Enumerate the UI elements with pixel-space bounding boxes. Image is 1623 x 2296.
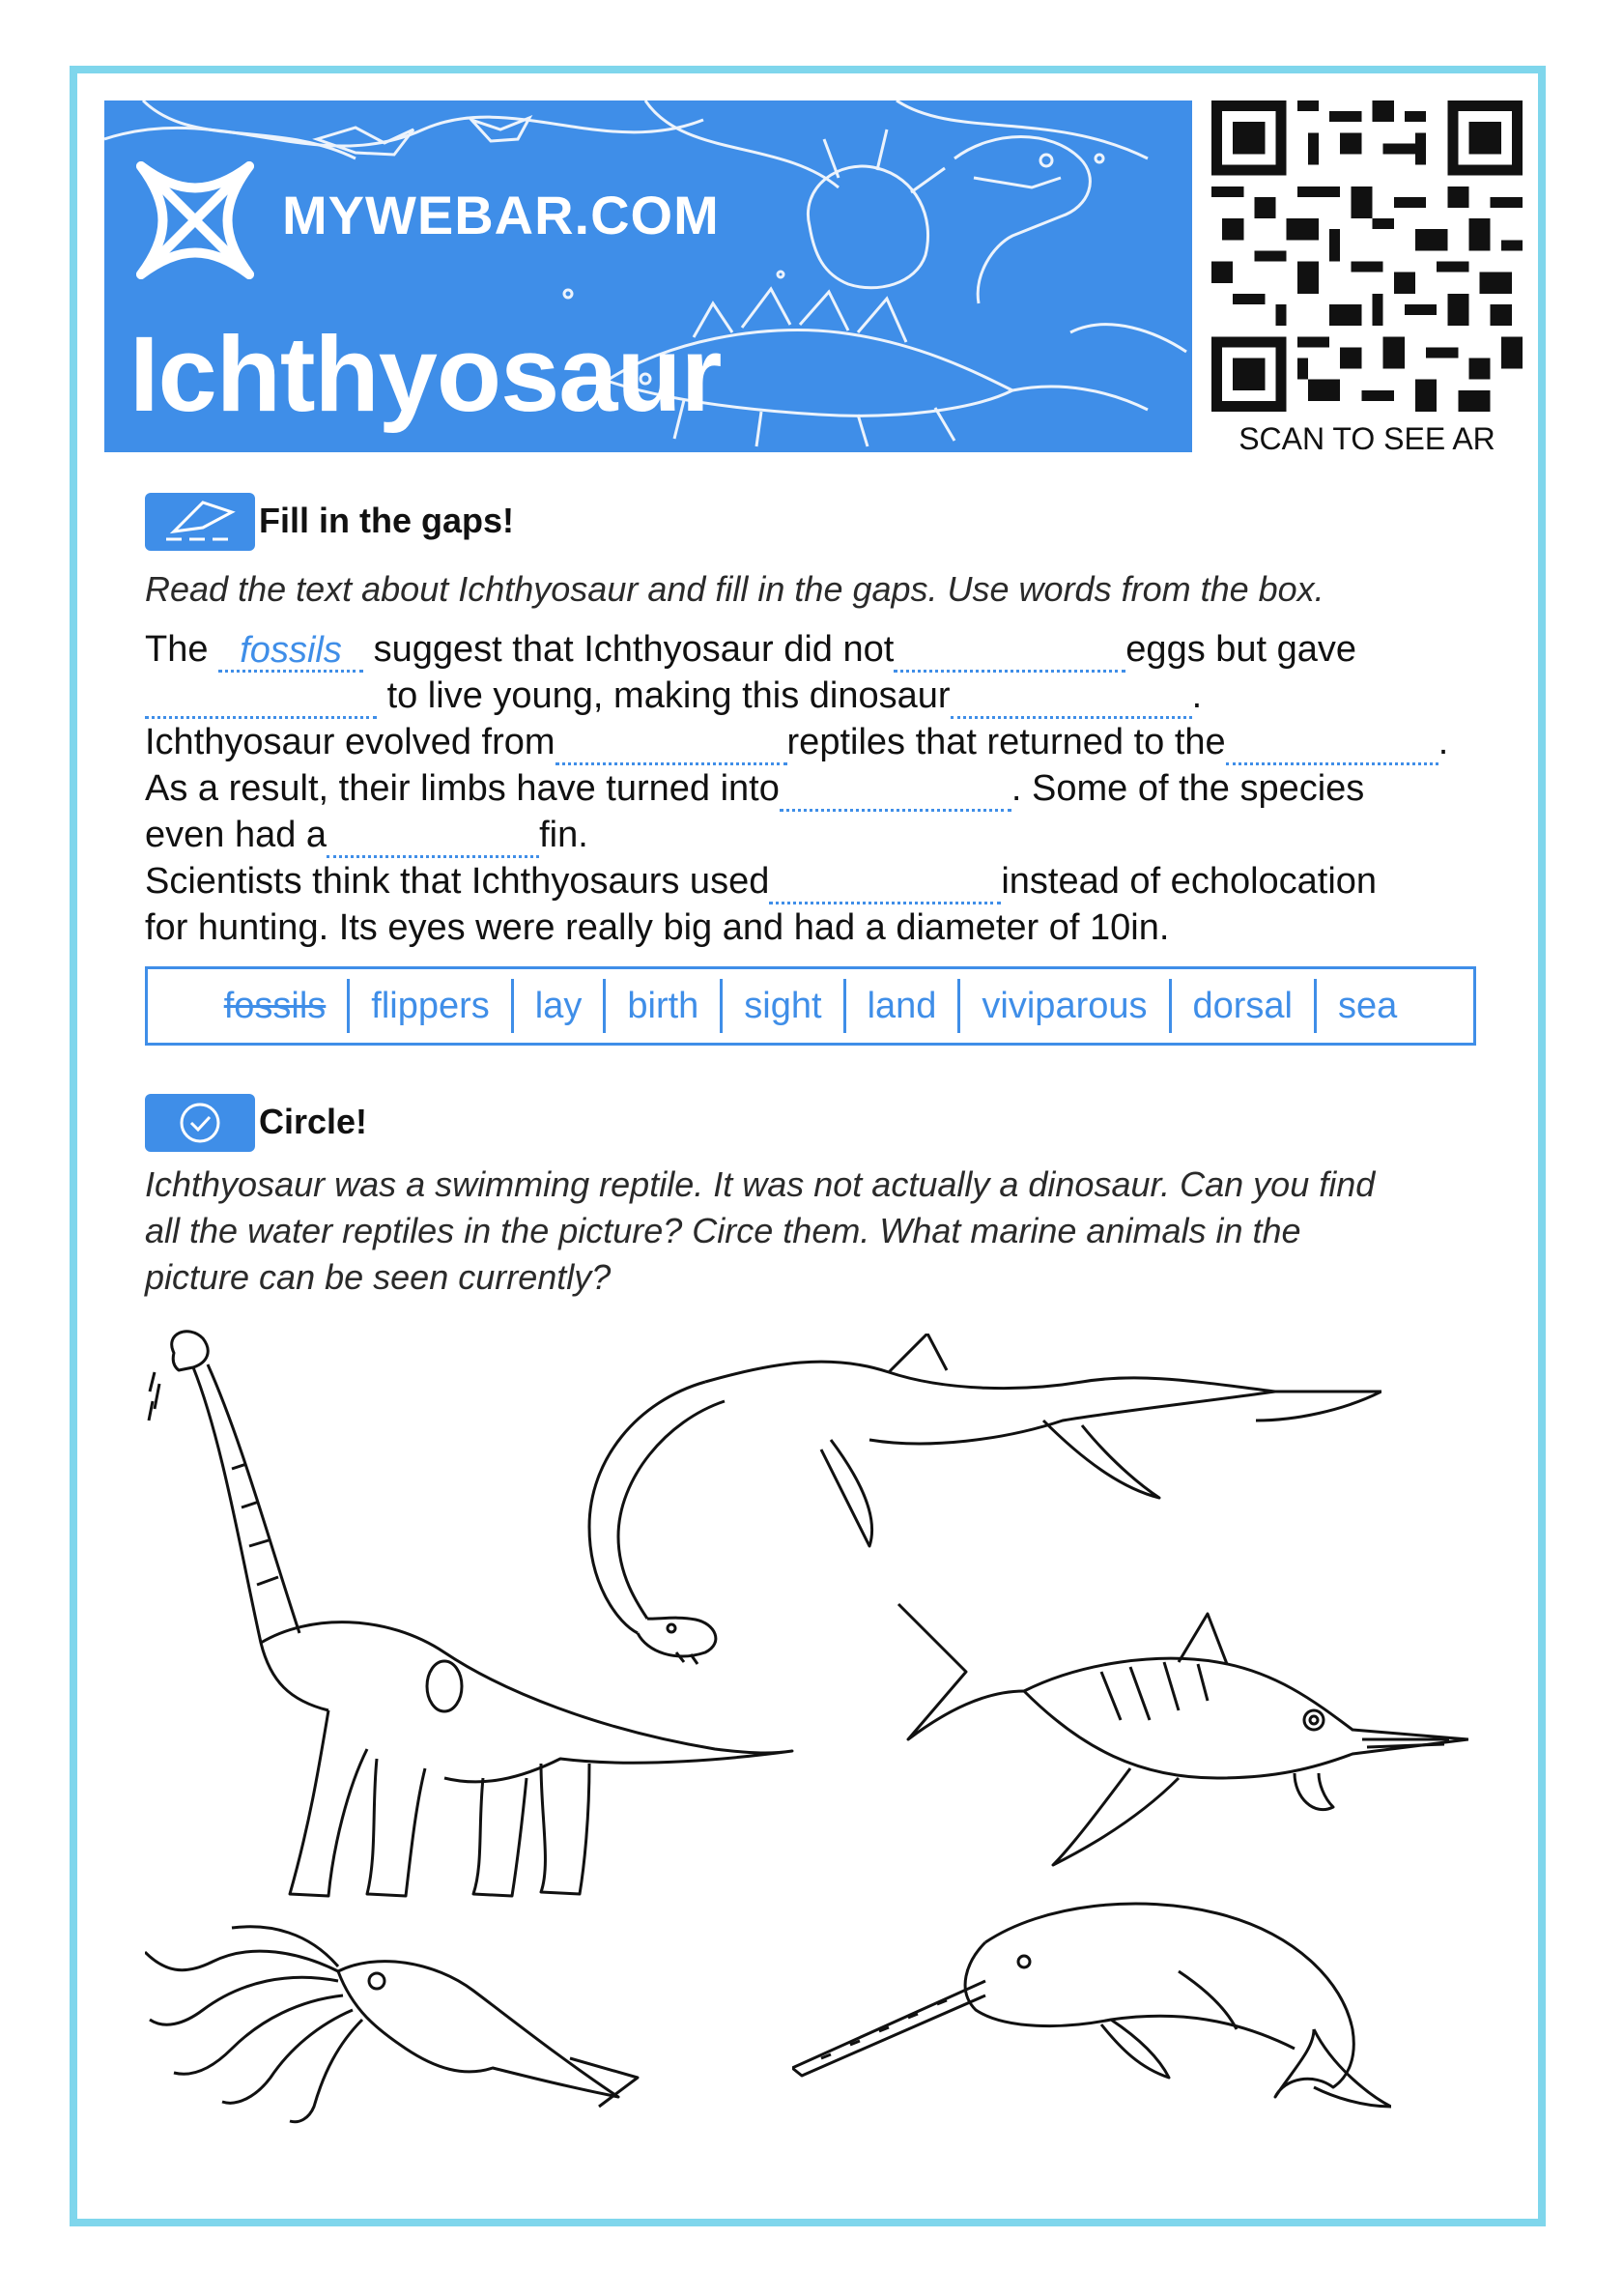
site-name[interactable]: MYWEBAR.COM xyxy=(282,185,720,245)
text-segment: instead of echolocation xyxy=(1001,861,1378,902)
qr-code-icon[interactable] xyxy=(1211,100,1523,412)
text-segment: Ichthyosaur evolved from xyxy=(145,722,555,762)
logo-x-icon xyxy=(131,157,259,284)
circle-instruction-line: Ichthyosaur was a swimming reptile. It was not actually a dinosaur. Can you find xyxy=(145,1164,1376,1204)
word-option[interactable]: land xyxy=(846,979,961,1033)
word-option[interactable]: viviparous xyxy=(960,979,1171,1033)
gap-blank[interactable] xyxy=(894,631,1125,673)
fill-gaps-heading: Fill in the gaps! xyxy=(259,501,515,540)
ichthyosaur-drawing[interactable] xyxy=(889,1594,1468,1884)
word-box xyxy=(145,966,1476,1046)
text-line-7: for hunting. Its eyes were really big and had a diameter of 10in. xyxy=(145,907,1170,948)
gap-blank[interactable] xyxy=(951,677,1192,719)
text-segment: . Some of the species xyxy=(1011,768,1365,809)
qr-caption: SCAN TO SEE AR xyxy=(1239,421,1495,456)
word-option[interactable]: sea xyxy=(1338,986,1398,1026)
word-option[interactable]: lay xyxy=(514,979,607,1033)
fill-gaps-instruction: Read the text about Ichthyosaur and fill in the gaps. Use words from the box. xyxy=(145,569,1324,609)
pencil-ruler-icon xyxy=(145,493,255,551)
squid-drawing[interactable] xyxy=(145,1913,647,2126)
word-option[interactable]: fossils xyxy=(203,979,351,1033)
word-option[interactable]: birth xyxy=(606,979,723,1033)
checkmark-circle-icon xyxy=(145,1094,255,1152)
text-segment: As a result, their limbs have turned into xyxy=(145,768,780,809)
text-line-2 xyxy=(145,673,1202,719)
text-segment: Scientists think that Ichthyosaurs used xyxy=(145,861,770,902)
circle-heading: Circle! xyxy=(259,1102,368,1141)
word-option[interactable]: sight xyxy=(723,979,845,1033)
text-line-3 xyxy=(145,719,1448,765)
text-segment: . xyxy=(1191,675,1203,716)
gap-blank[interactable] xyxy=(780,770,1011,812)
text-segment: The xyxy=(145,629,209,670)
text-segment: . xyxy=(1438,722,1449,762)
circle-instruction-line: picture can be seen currently? xyxy=(145,1257,612,1297)
gap-blank[interactable] xyxy=(1226,724,1438,765)
text-segment: suggest that Ichthyosaur did not xyxy=(373,629,895,670)
gap-blank[interactable] xyxy=(145,677,377,719)
circle-instruction-line: all the water reptiles in the picture? Circe them. What marine animals in the xyxy=(145,1211,1301,1250)
text-line-1 xyxy=(145,626,1356,673)
text-segment: fin. xyxy=(539,815,588,855)
header-banner xyxy=(104,100,1192,452)
gap-blank[interactable] xyxy=(769,863,1001,904)
gap-blank[interactable] xyxy=(327,817,539,858)
word-option[interactable]: dorsal xyxy=(1172,979,1318,1033)
gap-filled-answer[interactable]: fossils xyxy=(218,631,363,673)
text-segment: to live young, making this dinosaur xyxy=(386,675,951,716)
text-segment: eggs but gave xyxy=(1125,629,1357,670)
narwhal-drawing[interactable] xyxy=(792,1884,1391,2136)
word-option[interactable]: flippers xyxy=(350,979,514,1033)
text-line-4 xyxy=(145,765,1364,812)
text-line-6 xyxy=(145,858,1377,904)
text-line-5 xyxy=(145,812,588,858)
text-segment: reptiles that returned to the xyxy=(786,722,1226,762)
gap-blank[interactable] xyxy=(555,724,787,765)
text-segment: even had a xyxy=(145,815,327,855)
page-title: Ichthyosaur xyxy=(129,315,722,434)
